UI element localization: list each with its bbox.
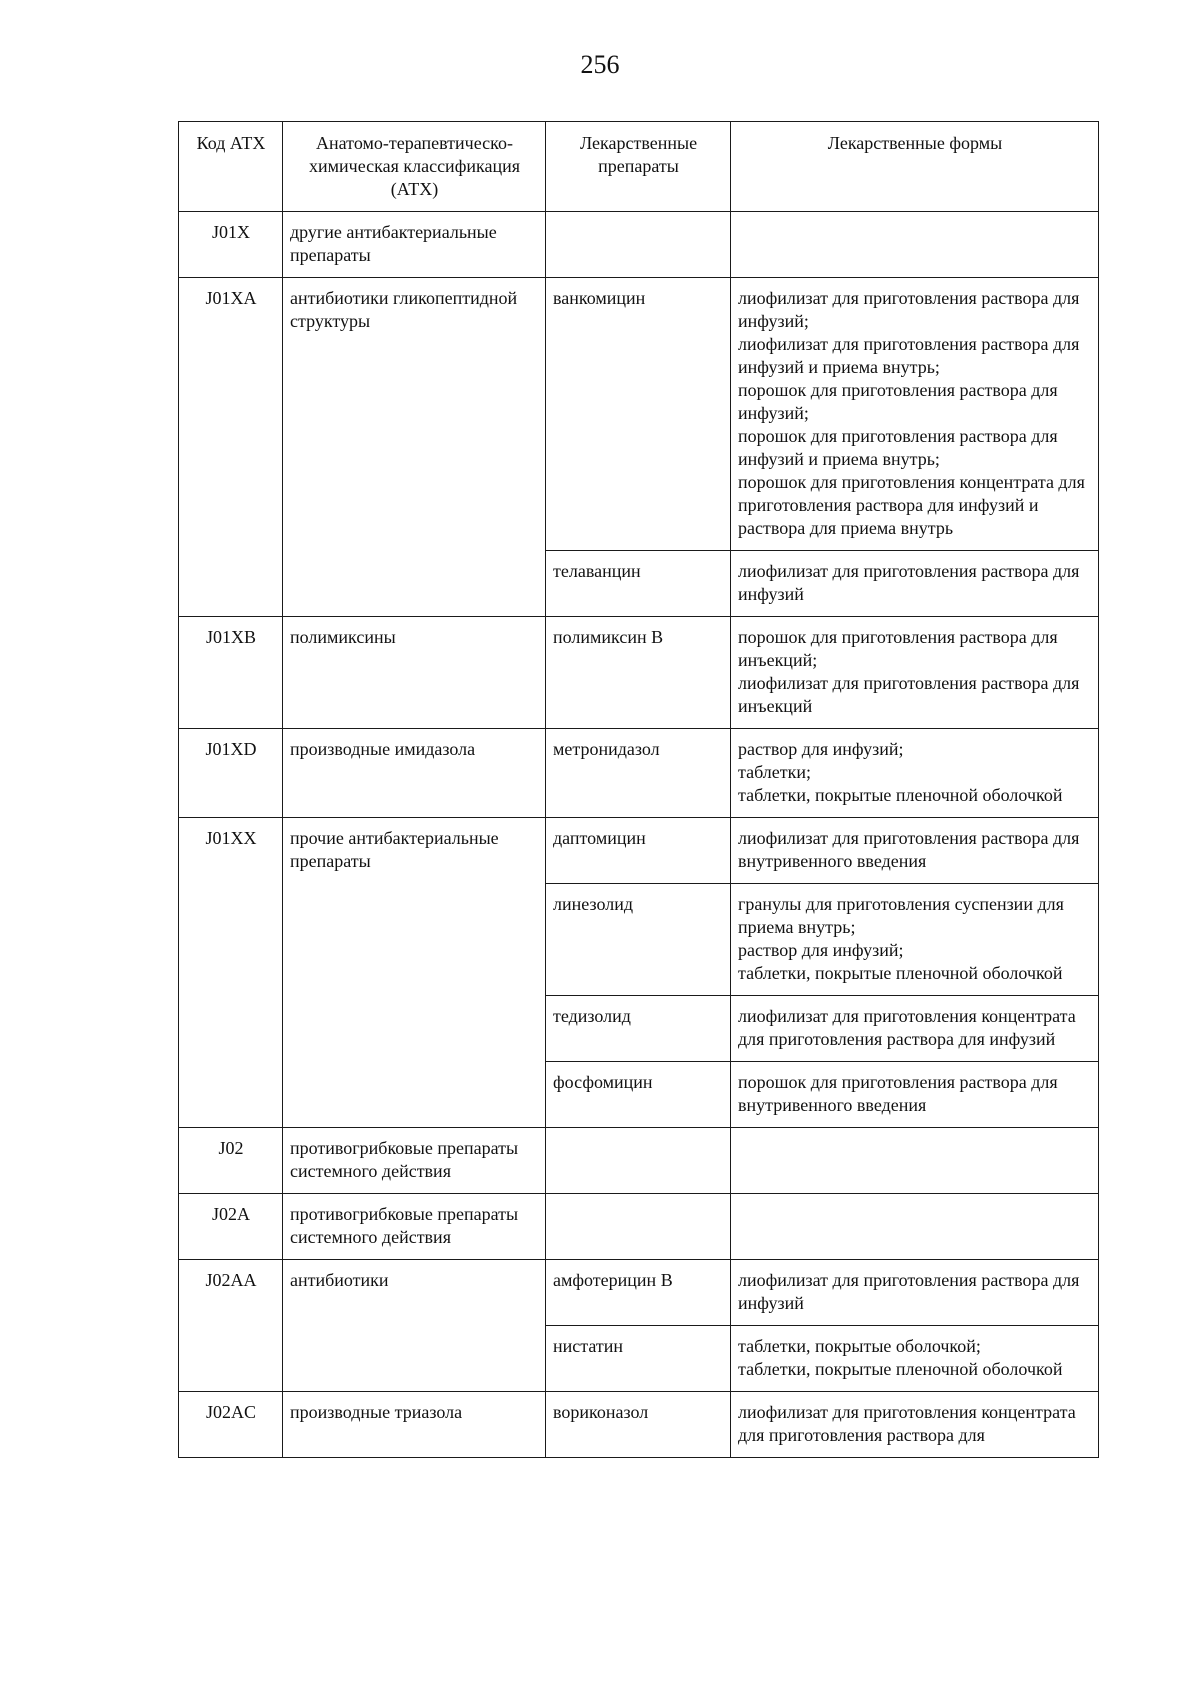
atx-code-cell: J02 — [179, 1128, 283, 1194]
page-number: 256 — [580, 50, 620, 79]
drug-cell: метронидазол — [546, 729, 731, 818]
form-item: лиофилизат для приготовления раствора для инфузий и приема внутрь; — [738, 334, 1080, 377]
atx-code-cell: J02AC — [179, 1392, 283, 1458]
table-row — [179, 1194, 1099, 1260]
form-item: лиофилизат для приготовления раствора для инъекций — [738, 673, 1080, 716]
forms-cell — [731, 729, 1099, 818]
atx-table — [178, 121, 1099, 1458]
atx-code-cell: J02AA — [179, 1260, 283, 1392]
atx-code-cell: J01XX — [179, 818, 283, 1128]
drug-cell — [546, 1128, 731, 1194]
drug-cell: полимиксин В — [546, 617, 731, 729]
atx-code-cell: J01XD — [179, 729, 283, 818]
classification-cell: производные имидазола — [283, 729, 546, 818]
forms-cell — [731, 551, 1099, 617]
forms-cell — [731, 1128, 1099, 1194]
atx-code-cell: J01XA — [179, 278, 283, 617]
form-item: лиофилизат для приготовления раствора для инфузий; — [738, 288, 1080, 331]
form-item: таблетки, покрытые оболочкой; — [738, 1336, 981, 1356]
form-item: раствор для инфузий; — [738, 739, 904, 759]
drug-cell: вориконазол — [546, 1392, 731, 1458]
form-item: таблетки; — [738, 762, 812, 782]
forms-cell — [731, 278, 1099, 551]
classification-cell: антибиотики — [283, 1260, 546, 1392]
drug-cell: даптомицин — [546, 818, 731, 884]
forms-cell — [731, 1260, 1099, 1326]
table-row — [179, 729, 1099, 818]
form-item: порошок для приготовления раствора для инъекций; — [738, 627, 1058, 670]
form-item: лиофилизат для приготовления концентрата для приготовления раствора для инфузий — [738, 1006, 1076, 1049]
header-forms: Лекарственные формы — [731, 122, 1099, 212]
forms-cell — [731, 996, 1099, 1062]
atx-code-cell: J01X — [179, 212, 283, 278]
forms-cell — [731, 1062, 1099, 1128]
drug-cell: нистатин — [546, 1326, 731, 1392]
table-row — [179, 1260, 1099, 1326]
classification-cell: другие антибактериальные препараты — [283, 212, 546, 278]
classification-cell: антибиотики гликопептидной структуры — [283, 278, 546, 617]
form-item: порошок для приготовления раствора для инфузий; — [738, 380, 1058, 423]
drug-cell: тедизолид — [546, 996, 731, 1062]
table-row — [179, 1392, 1099, 1458]
table-row — [179, 212, 1099, 278]
form-item: раствор для инфузий; — [738, 940, 904, 960]
classification-cell: противогрибковые препараты системного действия — [283, 1128, 546, 1194]
drug-cell: фосфомицин — [546, 1062, 731, 1128]
header-code: Код АТХ — [179, 122, 283, 212]
table-row — [179, 278, 1099, 551]
drug-cell: телаванцин — [546, 551, 731, 617]
drug-cell: линезолид — [546, 884, 731, 996]
forms-cell — [731, 884, 1099, 996]
classification-cell: производные триазола — [283, 1392, 546, 1458]
table-row — [179, 1128, 1099, 1194]
form-item: порошок для приготовления раствора для инфузий и приема внутрь; — [738, 426, 1058, 469]
form-item: лиофилизат для приготовления раствора для внутривенного введения — [738, 828, 1080, 871]
header-drugs: Лекарственные препараты — [546, 122, 731, 212]
forms-cell — [731, 1194, 1099, 1260]
classification-cell: полимиксины — [283, 617, 546, 729]
atx-code-cell: J01XB — [179, 617, 283, 729]
form-item: порошок для приготовления концентрата для приготовления раствора для инфузий и раствора для приема внутрь — [738, 472, 1085, 538]
forms-cell — [731, 617, 1099, 729]
atx-code-cell: J02A — [179, 1194, 283, 1260]
drug-cell — [546, 1194, 731, 1260]
form-item: таблетки, покрытые пленочной оболочкой — [738, 963, 1063, 983]
forms-cell — [731, 1392, 1099, 1458]
form-item: лиофилизат для приготовления концентрата для приготовления раствора для — [738, 1402, 1076, 1445]
drug-cell: амфотерицин В — [546, 1260, 731, 1326]
form-item: таблетки, покрытые пленочной оболочкой — [738, 785, 1063, 805]
header-classification: Анатомо-терапевтическо-химическая классификация (АТХ) — [283, 122, 546, 212]
form-item: таблетки, покрытые пленочной оболочкой — [738, 1359, 1063, 1379]
form-item: гранулы для приготовления суспензии для приема внутрь; — [738, 894, 1064, 937]
drug-cell — [546, 212, 731, 278]
classification-cell: прочие антибактериальные препараты — [283, 818, 546, 1128]
form-item: лиофилизат для приготовления раствора для инфузий — [738, 1270, 1080, 1313]
table-header-row — [179, 122, 1099, 212]
classification-cell: противогрибковые препараты системного действия — [283, 1194, 546, 1260]
form-item: порошок для приготовления раствора для внутривенного введения — [738, 1072, 1058, 1115]
forms-cell — [731, 212, 1099, 278]
forms-cell — [731, 818, 1099, 884]
forms-cell — [731, 1326, 1099, 1392]
drug-cell: ванкомицин — [546, 278, 731, 551]
form-item: лиофилизат для приготовления раствора для инфузий — [738, 561, 1080, 604]
table-row — [179, 818, 1099, 884]
table-row — [179, 617, 1099, 729]
